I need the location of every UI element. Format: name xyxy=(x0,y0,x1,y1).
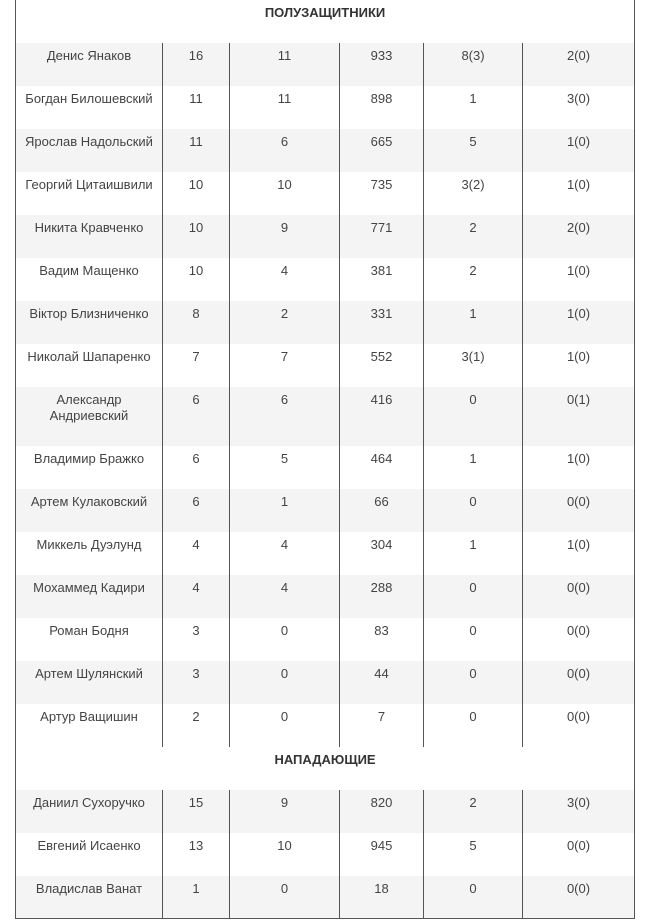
stat-cell: 0(0) xyxy=(523,833,635,876)
stat-cell: 2(0) xyxy=(523,215,635,258)
stat-cell: 7 xyxy=(340,704,424,747)
stat-cell: 1 xyxy=(424,86,523,129)
stat-cell: 0(0) xyxy=(523,618,635,661)
player-name-cell: Евгений Исаенко xyxy=(16,833,163,876)
stat-cell: 735 xyxy=(340,172,424,215)
stat-cell: 9 xyxy=(230,790,340,833)
table-row xyxy=(16,129,635,172)
stat-cell: 2 xyxy=(424,258,523,301)
stat-cell: 1(0) xyxy=(523,344,635,387)
stat-cell: 2(0) xyxy=(523,43,635,86)
stat-cell: 83 xyxy=(340,618,424,661)
player-name-cell: Никита Кравченко xyxy=(16,215,163,258)
stat-cell: 6 xyxy=(230,129,340,172)
stat-cell: 66 xyxy=(340,489,424,532)
player-name-cell: Богдан Билошевский xyxy=(16,86,163,129)
stat-cell: 898 xyxy=(340,86,424,129)
player-name-cell: Владимир Бражко xyxy=(16,446,163,489)
stat-cell: 10 xyxy=(163,172,230,215)
stat-cell: 0(1) xyxy=(523,387,635,446)
stat-cell: 0 xyxy=(230,704,340,747)
stat-cell: 0(0) xyxy=(523,489,635,532)
stat-cell: 1(0) xyxy=(523,172,635,215)
stat-cell: 3(2) xyxy=(424,172,523,215)
stat-cell: 1(0) xyxy=(523,446,635,489)
stat-cell: 4 xyxy=(230,532,340,575)
table-row xyxy=(16,704,635,747)
stat-cell: 2 xyxy=(424,215,523,258)
player-name-cell: Роман Бодня xyxy=(16,618,163,661)
stat-cell: 4 xyxy=(230,575,340,618)
player-stats-table xyxy=(15,0,635,919)
table-row xyxy=(16,446,635,489)
player-name-cell: Георгий Цитаишвили xyxy=(16,172,163,215)
stat-cell: 416 xyxy=(340,387,424,446)
stat-cell: 1(0) xyxy=(523,301,635,344)
table-row xyxy=(16,301,635,344)
player-name-cell: Александр Андриевский xyxy=(16,387,163,446)
stat-cell: 381 xyxy=(340,258,424,301)
stat-cell: 0(0) xyxy=(523,876,635,919)
stat-cell: 10 xyxy=(163,215,230,258)
stat-cell: 11 xyxy=(163,86,230,129)
stat-cell: 0(0) xyxy=(523,575,635,618)
player-name-cell: Денис Янаков xyxy=(16,43,163,86)
stat-cell: 3 xyxy=(163,618,230,661)
player-name-cell: Николай Шапаренко xyxy=(16,344,163,387)
stat-cell: 15 xyxy=(163,790,230,833)
table-row xyxy=(16,215,635,258)
player-name-cell: Владислав Ванат xyxy=(16,876,163,919)
stat-cell: 1(0) xyxy=(523,532,635,575)
stat-cell: 3 xyxy=(163,661,230,704)
stat-cell: 288 xyxy=(340,575,424,618)
player-name-cell: Артем Кулаковский xyxy=(16,489,163,532)
stat-cell: 1 xyxy=(163,876,230,919)
stat-cell: 8 xyxy=(163,301,230,344)
table-row xyxy=(16,833,635,876)
stat-cell: 4 xyxy=(163,575,230,618)
table-row xyxy=(16,387,635,446)
stat-cell: 1(0) xyxy=(523,129,635,172)
stat-cell: 820 xyxy=(340,790,424,833)
stat-cell: 6 xyxy=(163,387,230,446)
stat-cell: 5 xyxy=(424,833,523,876)
table-row xyxy=(16,790,635,833)
stat-cell: 44 xyxy=(340,661,424,704)
stat-cell: 3(0) xyxy=(523,790,635,833)
stat-cell: 771 xyxy=(340,215,424,258)
stat-cell: 0 xyxy=(424,661,523,704)
stat-cell: 0 xyxy=(230,618,340,661)
stat-cell: 11 xyxy=(230,86,340,129)
stat-cell: 0(0) xyxy=(523,661,635,704)
player-name-cell: Вадим Мащенко xyxy=(16,258,163,301)
stat-cell: 11 xyxy=(163,129,230,172)
stat-cell: 933 xyxy=(340,43,424,86)
player-name-cell: Ярослав Надольский xyxy=(16,129,163,172)
player-name-cell: Даниил Сухоручко xyxy=(16,790,163,833)
player-name-cell: Віктор Близниченко xyxy=(16,301,163,344)
stat-cell: 8(3) xyxy=(424,43,523,86)
stat-cell: 11 xyxy=(230,43,340,86)
stat-cell: 4 xyxy=(163,532,230,575)
stat-cell: 1(0) xyxy=(523,258,635,301)
table-row xyxy=(16,532,635,575)
table-row xyxy=(16,86,635,129)
stat-cell: 0 xyxy=(424,618,523,661)
stat-cell: 10 xyxy=(230,833,340,876)
stat-cell: 3(1) xyxy=(424,344,523,387)
stat-cell: 3(0) xyxy=(523,86,635,129)
stat-cell: 1 xyxy=(230,489,340,532)
stat-cell: 10 xyxy=(230,172,340,215)
section-title: ПОЛУЗАЩИТНИКИ xyxy=(16,0,635,43)
stat-cell: 5 xyxy=(230,446,340,489)
stat-cell: 0(0) xyxy=(523,704,635,747)
stat-cell: 2 xyxy=(163,704,230,747)
stat-cell: 5 xyxy=(424,129,523,172)
stat-cell: 6 xyxy=(163,489,230,532)
stat-cell: 1 xyxy=(424,532,523,575)
stat-cell: 4 xyxy=(230,258,340,301)
player-name-cell: Миккель Дуэлунд xyxy=(16,532,163,575)
stats-table-body xyxy=(16,0,635,919)
section-title: НАПАДАЮЩИЕ xyxy=(16,747,635,790)
stat-cell: 7 xyxy=(163,344,230,387)
player-name-cell: Артур Ващишин xyxy=(16,704,163,747)
stat-cell: 6 xyxy=(163,446,230,489)
stat-cell: 16 xyxy=(163,43,230,86)
table-row xyxy=(16,575,635,618)
stat-cell: 7 xyxy=(230,344,340,387)
stat-cell: 9 xyxy=(230,215,340,258)
stat-cell: 6 xyxy=(230,387,340,446)
table-row xyxy=(16,618,635,661)
stat-cell: 0 xyxy=(424,489,523,532)
table-row xyxy=(16,344,635,387)
stat-cell: 0 xyxy=(424,575,523,618)
stat-cell: 18 xyxy=(340,876,424,919)
stat-cell: 0 xyxy=(424,876,523,919)
stat-cell: 0 xyxy=(230,661,340,704)
table-row xyxy=(16,43,635,86)
stat-cell: 1 xyxy=(424,301,523,344)
table-row xyxy=(16,876,635,919)
stat-cell: 665 xyxy=(340,129,424,172)
stat-cell: 552 xyxy=(340,344,424,387)
stat-cell: 304 xyxy=(340,532,424,575)
stat-cell: 2 xyxy=(230,301,340,344)
table-row xyxy=(16,489,635,532)
section-header-row xyxy=(16,747,635,790)
stat-cell: 10 xyxy=(163,258,230,301)
stat-cell: 0 xyxy=(230,876,340,919)
stat-cell: 331 xyxy=(340,301,424,344)
table-row xyxy=(16,258,635,301)
stat-cell: 0 xyxy=(424,387,523,446)
table-row xyxy=(16,172,635,215)
stat-cell: 0 xyxy=(424,704,523,747)
section-header-row xyxy=(16,0,635,43)
stat-cell: 2 xyxy=(424,790,523,833)
player-name-cell: Артем Шулянский xyxy=(16,661,163,704)
player-name-cell: Мохаммед Кадири xyxy=(16,575,163,618)
stat-cell: 13 xyxy=(163,833,230,876)
stat-cell: 464 xyxy=(340,446,424,489)
stat-cell: 1 xyxy=(424,446,523,489)
table-row xyxy=(16,661,635,704)
stat-cell: 945 xyxy=(340,833,424,876)
